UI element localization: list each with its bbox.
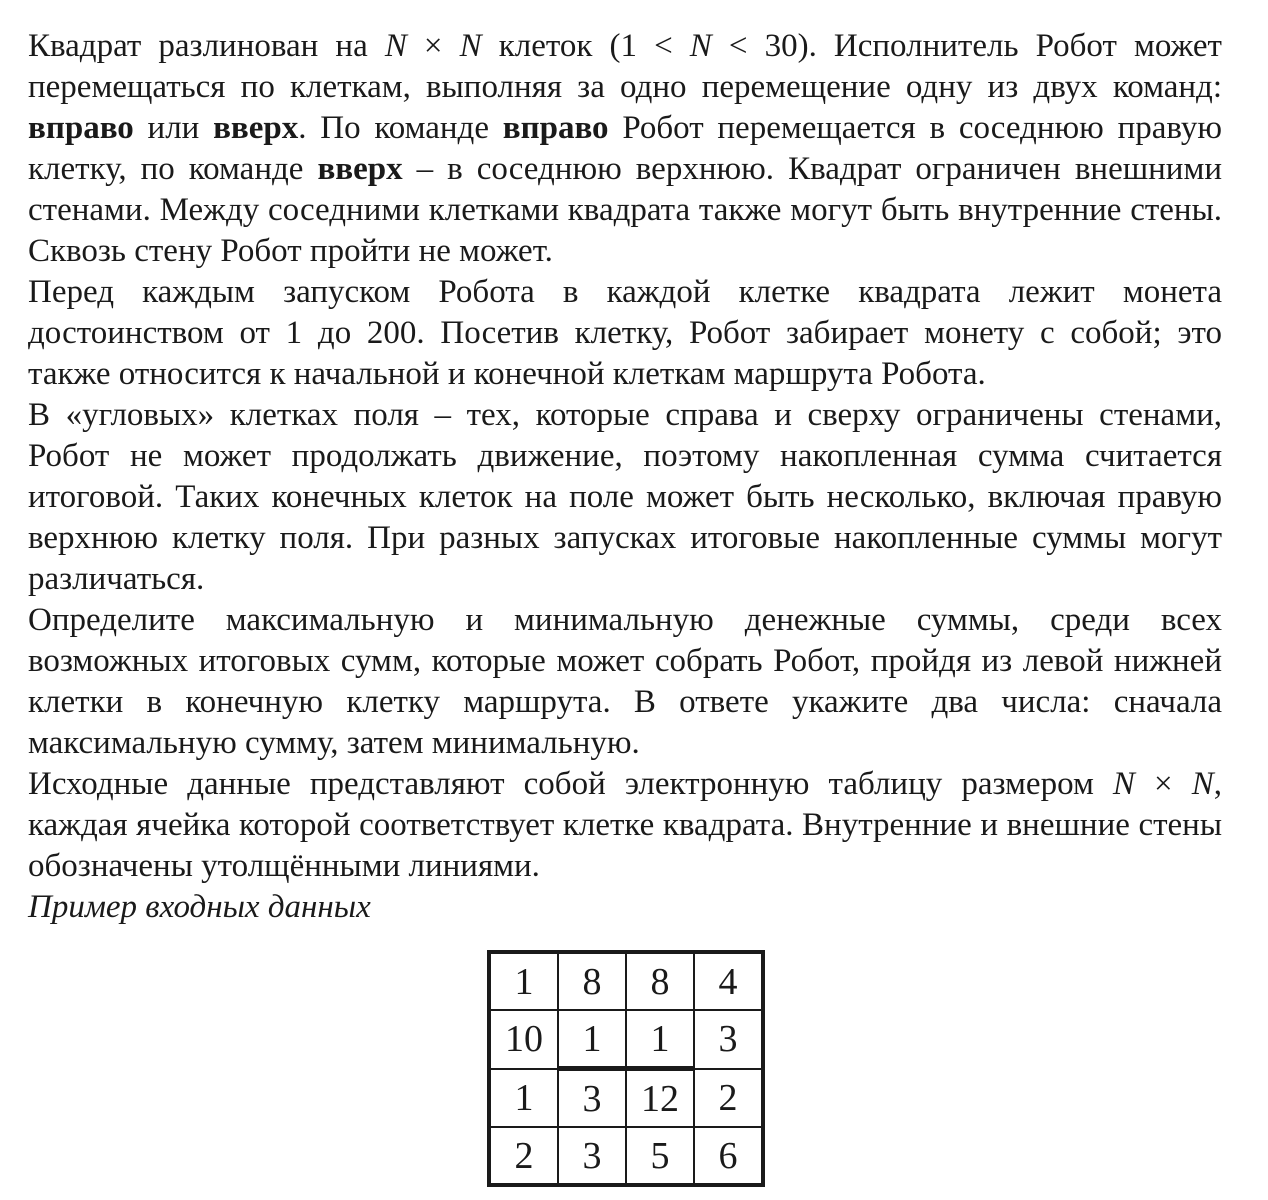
example-grid-table — [487, 950, 765, 1187]
text-run: или — [133, 110, 214, 146]
italic-variable: N — [1191, 766, 1214, 802]
bold-command: вверх — [317, 151, 403, 187]
paragraph-question — [28, 600, 1222, 764]
text-run: , каждая ячейка которой соответствует клетке квадрата. Внутренние и внешние стены обозначены утолщёнными линиями. — [28, 766, 1222, 884]
italic-variable: N — [384, 28, 407, 64]
bold-command: вверх — [213, 110, 299, 146]
grid-cell: 4 — [694, 952, 763, 1010]
grid-cell: 1 — [489, 952, 558, 1010]
paragraph-input-format — [28, 764, 1222, 887]
text-run: . По команде — [298, 110, 503, 146]
text-run: × — [1134, 766, 1192, 802]
grid-row — [489, 1069, 763, 1128]
text-run: × — [406, 28, 460, 64]
italic-variable: N — [1112, 766, 1135, 802]
text-run: Перед каждым запуском Робота в каждой клетке квадрата лежит монета достоинством от 1 до 200. Посетив клетку, Робот забирает монету с собой; это также относится к начальной и конечной клеткам маршрута Робота. — [28, 274, 1222, 392]
grid-cell: 3 — [694, 1010, 763, 1069]
grid-cell: 10 — [489, 1010, 558, 1069]
text-run: Определите максимальную и минимальную денежные суммы, среди всех возможных итоговых сумм, которые может собрать Робот, пройдя из левой нижней клетки в конечную клетку маршрута. В ответе укажите два числа: сначала максимальную сумму, затем минимальную. — [28, 602, 1222, 761]
grid-cell: 2 — [489, 1127, 558, 1185]
text-run: < 30). Исполнитель Робот может перемещаться по клеткам, выполняя за одно перемещение одну из двух команд: — [28, 28, 1222, 105]
grid-cell: 1 — [626, 1010, 694, 1069]
grid-cell: 3 — [558, 1069, 626, 1128]
grid-cell: 1 — [489, 1069, 558, 1128]
grid-cell: 12 — [626, 1069, 694, 1128]
grid-row — [489, 1127, 763, 1185]
text-run: Квадрат разлинован на — [28, 28, 385, 64]
grid-cell: 1 — [558, 1010, 626, 1069]
grid-cell: 8 — [558, 952, 626, 1010]
bold-command: вправо — [502, 110, 609, 146]
task-text — [28, 26, 1222, 928]
text-run: – в соседнюю верхнюю. Квадрат ограничен внешними стенами. Между соседними клетками квадрата также могут быть внутренние стены. Сквозь стену Робот пройти не может. — [28, 151, 1222, 269]
grid-cell: 8 — [626, 952, 694, 1010]
example-caption: Пример входных данных — [28, 889, 371, 925]
grid-row — [489, 952, 763, 1010]
grid-row — [489, 1010, 763, 1069]
grid-cell: 3 — [558, 1127, 626, 1185]
grid-cell: 5 — [626, 1127, 694, 1185]
grid-cell: 6 — [694, 1127, 763, 1185]
italic-variable: N — [689, 28, 712, 64]
paragraph-corner-cells — [28, 395, 1222, 600]
example-grid — [487, 950, 765, 1187]
text-run: Исходные данные представляют собой электронную таблицу размером — [28, 766, 1113, 802]
paragraph-coins — [28, 272, 1222, 395]
grid-cell: 2 — [694, 1069, 763, 1128]
paragraph-grid-description — [28, 26, 1222, 272]
text-run: В «угловых» клетках поля – тех, которые справа и сверху ограничены стенами, Робот не может продолжать движение, поэтому накопленная сумма считается итоговой. Таких конечных клеток на поле может быть несколько, включая правую верхнюю клетку поля. При разных запусках итоговые накопленные суммы могут различаться. — [28, 397, 1222, 597]
bold-command: вправо — [28, 110, 134, 146]
text-run: клеток (1 < — [481, 28, 690, 64]
italic-variable: N — [459, 28, 482, 64]
text-run: Робот перемещается в соседнюю правую клетку, по команде — [28, 110, 1222, 187]
